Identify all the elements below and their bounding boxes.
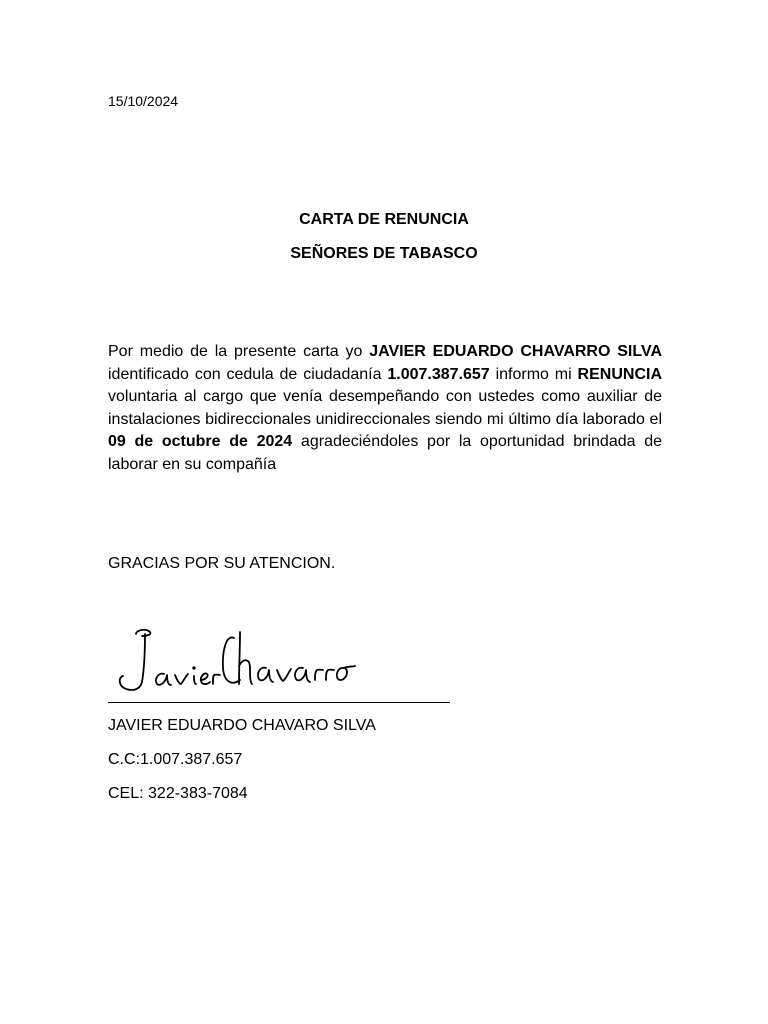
resignation-word: RENUNCIA <box>577 365 662 383</box>
body-text-segment: agradeciéndoles por la oportunidad brindada de laborar en su compañía <box>108 433 663 473</box>
letter-body <box>108 341 662 477</box>
closing-text: GRACIAS POR SU ATENCION. <box>108 555 336 572</box>
body-text-segment: Por medio de la presente carta yo <box>108 343 370 360</box>
signer-phone: CEL: 322-383-7084 <box>108 785 248 802</box>
handwritten-signature <box>112 622 374 700</box>
body-text-segment: identificado con cedula de ciudadanía <box>108 365 388 383</box>
id-number: 1.007.387.657 <box>387 365 490 383</box>
body-text-segment: voluntaria al cargo que venía desempeñando con ustedes como auxiliar de instalaciones bidireccionales unidireccionales siendo mi último día laborado el <box>108 388 662 428</box>
letter-date: 15/10/2024 <box>108 93 179 109</box>
letter-recipient: SEÑORES DE TABASCO <box>290 245 478 262</box>
letter-title: CARTA DE RENUNCIA <box>299 211 469 228</box>
employee-name: JAVIER EDUARDO CHAVARRO SILVA <box>369 343 662 360</box>
signer-name: JAVIER EDUARDO CHAVARO SILVA <box>108 717 376 734</box>
signature-line <box>108 702 450 703</box>
last-day-date: 09 de octubre de 2024 <box>108 433 293 451</box>
body-text-segment: informo mi <box>489 365 578 383</box>
signer-id: C.C:1.007.387.657 <box>108 751 243 768</box>
